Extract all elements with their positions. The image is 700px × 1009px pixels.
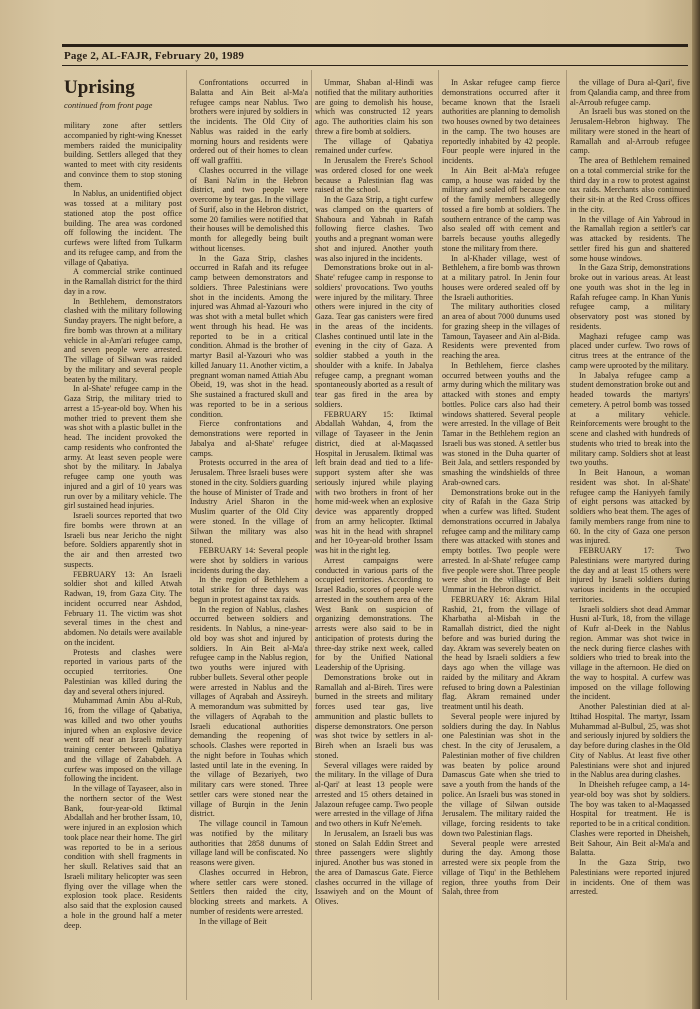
article-paragraph: Another Palestinian died at al-Ittihad Hospital. The martyr, Issam Muhammad al-Bulbul, 25, was shot and seriously injured by soldiers the day before during clashes in the Old City of Nablus. At least five other Palestinians were shot and injured in the Nablus area during clashes. <box>570 702 690 780</box>
column-rule <box>438 70 439 1000</box>
column-rule <box>311 70 312 1000</box>
article-paragraph: A commercial strike continued in the Ramallah district for the third day in a row. <box>64 267 182 296</box>
page-header-text: Page 2, AL-FAJR, February 20, 1989 <box>64 50 245 62</box>
article-paragraph: Israeli soldiers shot dead Ammar Husni al-Turk, 18, from the village of Kufr al-Deek in the Nablus region. Ammar was shot twice in the neck during fierce clashes with soldiers who tried to break into the village in the afternoon. He died on the way to hospital. A curfew was imposed on the village following the incident. <box>570 604 690 702</box>
article-paragraph: In Ain Beit al-Ma'a refugee camp, a house was raided by the military and sealed off because one of the family members allegedly tossed a fire bomb at soldiers. The southern entrance of the camp was also sealed off with cement and barrels because youths allegedly stone the military from there. <box>442 165 560 253</box>
article-paragraph: The village of Qabatiya remained under curfew. <box>315 136 433 156</box>
article-paragraph: In the Gaza Strip, clashes occurred in Rafah and its refugee camp between demonstrators and soldiers. Three Palestinians were shot in the incidents. Among the injured was Ahmad al-Yazouri who was shot with a metal bullet which went through his head. He was reported to be in a critical condition. Ahmad is the brother of martyr Basil al-Yazouri who was killed January 11. Another victim, a pregnant woman named Attiah Abu Obeid, 19, was shot in the head. She sustained a fractured skull and was reported to be in a serious condition. <box>190 253 308 419</box>
article-paragraph: In the Gaza Strip, two Palestinians were reported injured in incidents. One of them was arrested. <box>570 858 690 897</box>
article-paragraph: In Bethlehem, demonstrators clashed with the military following Sunday prayers. The night before, a fire bomb was thrown at a military vehicle in al-Am'ari refugee camp, and seven people were arrested. The village of Silwan was raided by the military and several people beaten by the military. <box>64 296 182 384</box>
article-paragraph: FEBRUARY 13: An Israeli soldier shot and killed Atwah Radwan, 19, from Gaza City. The incident occurred near Ashdod, February 11. The victim was shot several times in the chest and abdomen. No details were available on the incident. <box>64 569 182 647</box>
article-paragraph: In Jerusalem the Frere's School was ordered closed for one week because a Palestinian flag was raised at the school. <box>315 156 433 195</box>
article-paragraph: In the Gaza Strip, demonstrations broke out in various areas. At least one youth was shot in the leg in Rafah refugee camp. In Khan Yunis refugee camp, a military observatory post was stoned by residents. <box>570 263 690 331</box>
article-paragraph: In the Gaza Strip, a tight curfew was clamped on the quarters of Shaboura and Yabnah in Rafah following fierce clashes. Two youths and a pregnant woman were shot and injured. Another youth was also injured in the incidents. <box>315 195 433 263</box>
article-paragraph: Fierce confrontations and demonstrations were reported in Jabalya and al-Shate' refugee camps. <box>190 419 308 458</box>
article-headline: Uprising <box>64 77 135 98</box>
page-spine-shadow <box>692 0 700 1009</box>
article-paragraph: Ummar, Shaban al-Hindi was notified that the military authorities are going to demolish his house, which was constructed 12 years ago. The authorities claim his son threw a fire bomb at soldiers. <box>315 78 433 136</box>
article-paragraph: Demonstrations broke out in Ramallah and al-Bireh. Tires were burned in the streets and military forces used tear gas, live ammunition and plastic bullets to disperse demonstrators. One person was shot twice by settlers in al-Bireh when an Israeli bus was stoned. <box>315 672 433 760</box>
column-rule <box>186 70 187 1000</box>
article-column-2 <box>190 78 308 1003</box>
article-paragraph: Demonstrations broke out in the city of Rafah in the Gaza Strip when a curfew was lifted. Student demonstrations occurred in Jabalya refugee camp and the military camp there was attacked with stones and empty bottles. Two people were arrested. In al-Shate' refugee camp five people were shot. Three people were shot in the village of Beit Ummar in the Hebron district. <box>442 487 560 594</box>
article-paragraph: In al-Khader village, west of Bethlehem, a fire bomb was thrown at a military patrol. In Jenin four houses were ordered sealed off by the Israeli authorities. <box>442 253 560 302</box>
article-paragraph: In Bethlehem, fierce clashes occurred between youths and the army during which the military was attacked with stones and empty bottles. Police cars also had their windows shattered. Several people were arrested. In the village of Beit Tamar in the Bethlehem region an Israeli bus was stoned. A settler bus was stoned in the Duha quarter of Beit Jala, and settlers responded by smashing the windshields of three Arab-owned cars. <box>442 360 560 487</box>
article-paragraph: Several people were arrested during the day. Among those arrested were six people from the village of Tiqu' in the Bethlehem region, three youths from Deir Salah, three from <box>442 838 560 897</box>
article-column-5 <box>570 78 690 1003</box>
article-paragraph: In Dheisheh refugee camp, a 14-year-old boy was shot by soldiers. The boy was taken to al-Maqassed Hospital for treatment. He is reported to be in a critical condition. Clashes were reported in Dheisheh, Beit Sahour, Ain Beit al-Ma'a and Balatta. <box>570 780 690 858</box>
article-paragraph: The military authorities closed an area of about 7000 dunums used for grazing sheep in the villages of Tamoun, Tayaseer and Ain al-Bida. Residents were prevented from reaching the area. <box>442 302 560 360</box>
article-paragraph: In Jerusalem, an Israeli bus was stoned on Salah Eddin Street and three passengers were slightly injured. Another bus was stoned in the area of Damascus Gate. Fierce clashes occurred in the village of Issawiyeh and on the Mount of Olives. <box>315 828 433 906</box>
article-column-1 <box>64 121 182 1003</box>
article-paragraph: Several villages were raided by the military. In the village of Dura al-Qari' at least 13 people were arrested and 15 others detained in Jalazoun refugee camp. Two people were arrested in the village of Jifna and two others in Kufr Ne'emeh. <box>315 760 433 828</box>
article-paragraph: Clashes occurred in Hebron, where settler cars were stoned. Settlers then raided the city, blocking streets and markets. A number of residents were arrested. <box>190 867 308 916</box>
article-paragraph: Maghazi refugee camp was placed under curfew. Two rows of citrus trees at the entrance of the camp were uprooted by the military. <box>570 331 690 370</box>
article-paragraph: In Jabalya refugee camp a student demonstration broke out and headed towards the martyrs' cemetery. A petrol bomb was tossed at a military vehicle. Reinforcements were brought to the scene and clashed with hundreds of students who tried to break into the military camp. Soldiers shot at least two youths. <box>570 370 690 468</box>
article-paragraph: In Askar refugee camp fierce demonstrations occurred after it became known that the Israeli authorities are planning to demolish two houses owned by two detainees in the camp. The two houses are reportedly inhabited by 42 people. Four people were injured in the incidents. <box>442 78 560 165</box>
article-paragraph: Protests and clashes were reported in various parts of the occupied territories. One Palestinian was killed during the day and several others injured. <box>64 647 182 696</box>
article-paragraph: In the village of Ain Yabroud in the Ramallah region a settler's car was attacked by residents. The settler fired his gun and shattered some house windows. <box>570 214 690 263</box>
article-paragraph: In the region of Nablus, clashes occurred between soldiers and residents. In Nablus, a nine-year-old boy was shot and injured by soldiers. In Ain Beit al-Ma'a refugee camp in the Nablus region, two youths were injured with rubber bullets. Several other people were arrested in Nablus and the villages of Aqrabah and Assireyh. A memorandum was submitted by the villagers of Aqrabah to the Israeli educational authorities demanding the reopening of schools. Clashes were reported in the night before in Touhas which lasted until late in the evening. In the village of Bezariyeh, two military cars were stoned. Three settler cars were stoned near the village of Burqin in the Jenin district. <box>190 604 308 819</box>
article-paragraph: The area of Bethlehem remained on a total commercial strike for the third day in a row to protest against tax raids. Merchants also continued their sit-in at the Red Cross offices in the city. <box>570 156 690 214</box>
article-paragraph: FEBRUARY 15: Iktimal Abdallah Wahdan, 4, from the village of Tayaseer in the Jenin district, died at al-Maqassed Hospital in Jerusalem. Iktimal was left brain dead and tied to a life-support system after she was seriously injured while playing with two brothers in front of her home mid-week when an explosive device was apparently dropped from an army helicopter. Iktimal was hit in the head with shrapnel and her 10-year-old brother Issam was hit in the right leg. <box>315 409 433 555</box>
article-paragraph: Demonstrations broke out in al-Shate' refugee camp in response to soldiers' provocations. Two youths were injured by the military. Three others were injured in the city of Gaza. Tear gas canisters were fired in the areas of the incidents. Clashes continued until late in the evening in the city of Gaza. A soldier stabbed a youth in the shoulder with a knife. In Jabalya refugee camp, a pregnant woman spontaneously aborted as a result of tear gas fired in the area by soldiers. <box>315 263 433 409</box>
article-paragraph: Several people were injured by soldiers during the day. In Nablus one Palestinian was shot in the chest. In the city of Jerusalem, a Palestinian mother of five children was beaten by police around Damascus Gate when she tried to save a youth from the hands of the police. An Israeli bus was stoned in the village of Silwan outside Jerusalem. The military raided the village, forcing residents to take down two Palestinian flags. <box>442 711 560 838</box>
article-paragraph: In Beit Hanoun, a woman resident was shot. In al-Shate' refugee camp the Haniyyeh family of eight persons was attacked by soldiers who beat them. The ages of family members range from nine to 60. In the city of Gaza one person was injured. <box>570 468 690 546</box>
column-rule <box>566 70 567 1000</box>
article-paragraph: military zone after settlers accompanied by right-wing Knesset members raided the municipality building. Settlers alleged that they wanted to meet with city residents and convince them to stop stoning them. <box>64 121 182 189</box>
article-paragraph: the village of Dura al-Qari', five from Qalandia camp, and three from al-Arroub refugee camp. <box>570 78 690 107</box>
article-column-4 <box>442 78 560 1003</box>
continued-note: continued from front page <box>64 100 153 110</box>
article-paragraph: In al-Shate' refugee camp in the Gaza Strip, the military tried to arrest a 15-year-old boy. When his mother tried to prevent them she was shot with a plastic bullet in the head. The incident provoked the camp residents who confronted the army. At least seven people were shot by the military. In Jabalya refugee camp one youth was injured and a girl of 10 years was run over by a military vehicle. The girl sustained head injuries. <box>64 384 182 511</box>
article-paragraph: FEBRUARY 16: Akram Hilal Rashid, 21, from the village of Kharbatha al-Misbah in the Ramallah district, died the night before and was buried during the day. Akram was severely beaten on the head by Israeli soldiers a few days ago when the village was raided by the military and Akram refused to bring down a Palestinian flag. Akram remained under treatment until his death. <box>442 594 560 711</box>
article-paragraph: Arrest campaigns were conducted in various parts of the occupied territories. According to Israel Radio, scores of people were arrested in the southern area of the West Bank on suspicion of organizing demonstrations. The arrests were also said to be in anticipation of protests during the three-day strike next week, called for by the Unified National Leadership of the Uprising. <box>315 555 433 672</box>
article-paragraph: In the region of Bethlehem a total strike for three days was begun in protest against tax raids. <box>190 575 308 604</box>
article-paragraph: FEBRUARY 17: Two Palestinians were martyred during the day and at least 15 others were injured by Israeli soldiers during various incidents in the occupied territories. <box>570 546 690 604</box>
article-paragraph: In Nablus, an unidentified object was tossed at a military post stationed atop the post office building. The area was cordoned off following the incident. The curfews were lifted from Tulkarm and its refugee camp, and from the village of Qabatiya. <box>64 189 182 267</box>
article-paragraph: Muhammad Amin Abu al-Rub, 16, from the village of Qabatiya, was killed and two other youths injured when an explosive device went off near an Israeli military training center between Qabatiya and the village of Zababdeh. A curfew was imposed on the village following the incident. <box>64 696 182 784</box>
article-column-3 <box>315 78 433 1003</box>
page-header <box>62 44 688 66</box>
article-paragraph: An Israeli bus was stoned on the Jerusalem-Hebron highway. The military were stoned in the heart of Ramallah and al-Arroub refugee camp. <box>570 107 690 156</box>
article-paragraph: In the village of Tayaseer, also in the northern sector of the West Bank, four-year-old Iktimal Abdallah and her brother Issam, 10, were injured in an explosion which took place near their home. The girl was reported to be in a serious condition with shell fragments in her skull. Relatives said that an Israeli military helicopter was seen flying over the village when the explosion took place. Residents also said that the explosion caused a hole in the ground half a meter deep. <box>64 784 182 930</box>
article-paragraph: Clashes occurred in the village of Bani Na'im in the Hebron district, and two people were overcome by tear gas. In the village of Surif, also in the Hebron district, some 20 families were notified that their houses will be demolished this month for allegedly being built without licenses. <box>190 165 308 253</box>
article-paragraph: Protests occurred in the area of Jerusalem. Three Israeli buses were stoned in the city. Soldiers guarding the house of Minister of Trade and Industry Ariel Sharon in the Muslim quarter of the Old City were stoned. In the village of Silwan the military was also stoned. <box>190 458 308 546</box>
article-paragraph: Israeli sources reported that two fire bombs were thrown at an Israeli bus near Jericho the night before. Soldiers apparently shot in the air and then arrested two suspects. <box>64 511 182 569</box>
article-paragraph: Confrontations occurred in Balatta and Ain Beit al-Ma'a refugee camps near Nablus. Two brothers were injured by soldiers in the incidents. The Old City of Nablus was raided in the early morning hours and residents were ordered out of their homes to clean off wall graffiti. <box>190 78 308 165</box>
article-paragraph: The village council in Tamoun was notified by the military authorities that 2858 dunums of village land will be confiscated. No reasons were given. <box>190 819 308 867</box>
article-paragraph: FEBRUARY 14: Several people were shot by soldiers in various incidents during the day. <box>190 546 308 575</box>
article-paragraph: In the village of Beit <box>199 916 267 926</box>
